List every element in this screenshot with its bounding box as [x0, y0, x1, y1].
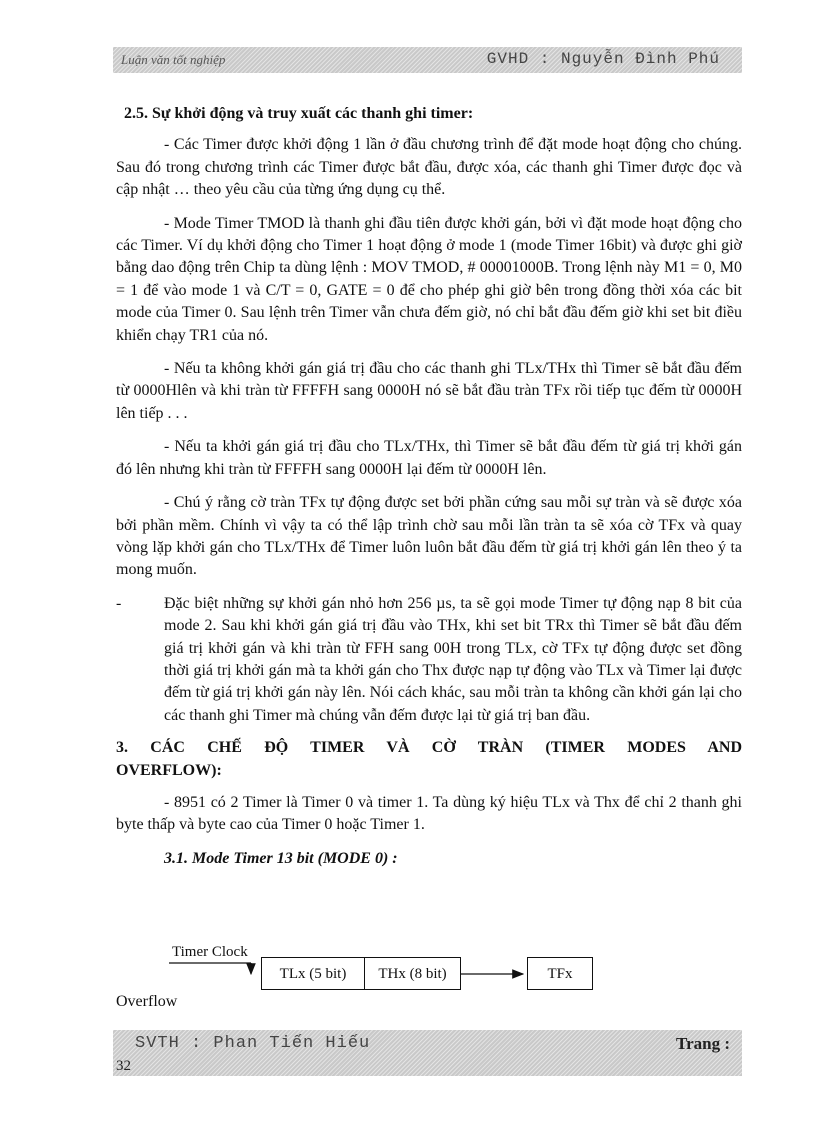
header-advisor: GVHD : Nguyễn Đình Phú	[486, 50, 720, 68]
page-footer	[113, 1030, 742, 1076]
tlx-register: TLx (5 bit)	[261, 957, 365, 990]
thx-register: THx (8 bit)	[364, 957, 461, 990]
paragraph: - 8951 có 2 Timer là Timer 0 và timer 1. Ta dùng ký hiệu TLx và Thx để chỉ 2 thanh ghi byte thấp và byte cao của Timer 0 hoặc Timer 1.	[116, 793, 742, 834]
paragraph: - Chú ý rằng cờ tràn TFx tự động được set bởi phần cứng sau mỗi sự tràn và sẽ được xóa bởi phần mềm. Chính vì vậy ta có thể lập trình chờ sau mỗi lần tràn ta sẽ xóa cờ TFx và quay vòng lặp khởi gán cho TLx/THx để Timer luôn luôn bắt đầu đếm từ giá trị khởi gán lên theo ý ta mong muốn.	[116, 494, 742, 579]
bullet-paragraph	[116, 593, 742, 727]
bullet-mark: -	[116, 594, 122, 612]
section-heading-3: 3. CÁC CHẾ ĐỘ TIMER VÀ CỜ TRÀN (TIMER MODES AND OVERFLOW):	[116, 739, 742, 779]
header-thesis-label: Luận văn tốt nghiệp	[121, 52, 226, 67]
footer-page-label: Trang :	[676, 1034, 730, 1053]
subheading-3-1: 3.1. Mode Timer 13 bit (MODE 0) :	[164, 849, 398, 867]
overflow-label: Overflow	[116, 993, 178, 1010]
footer-student: SVTH : Phan Tiến Hiếu	[135, 1034, 371, 1053]
paragraph: - Mode Timer TMOD là thanh ghi đầu tiên được khởi gán, bởi vì đặt mode hoạt động cho các Timer. Ví dụ khởi động cho Timer 1 hoạt động ở mode 1 (mode Timer 16bit) và được ghi giờ bằng dao động trên Chip ta dùng lệnh : MOV TMOD, # 00001000B. Trong lệnh này M1 = 0, M0 = 1 để vào mode 1 và C/T = 0, GATE = 0 để cho phép ghi giờ bên trong đồng thời xóa các bit mode của Timer 0. Sau lệnh trên Timer vẫn chưa đếm giờ, nó chỉ bắt đầu đếm giờ khi set bit điều khiển chạy TR1 của nó.	[116, 214, 742, 344]
bullet-text: Đặc biệt những sự khởi gán nhỏ hơn 256 µs, ta sẽ gọi mode Timer tự động nạp 8 bit của mode 2. Sau khi khởi gán giá trị đầu vào THx, khi set bit TRx thì Timer sẽ bắt đầu đếm giá trị khởi gán và khi tràn từ FFH sang 00H trong TLx, cờ TFx tự động được set đồng thời giá trị khởi gán mà ta khởi gán cho Thx được nạp tự động vào TLx và Timer lại được đếm từ giá trị khởi gán này lên. Nói cách khác, sau mỗi tràn ta không cần khởi gán lại cho các thanh ghi Timer mà chúng vẫn đếm được lại từ giá trị ban đầu.	[164, 594, 742, 724]
page-body	[116, 103, 742, 870]
paragraph: - Các Timer được khởi động 1 lần ở đầu chương trình để đặt mode hoạt động cho chúng. Sau đó trong chương trình các Timer được bắt đầu, được xóa, các thanh ghi Timer được đọc và cập nhật … theo yêu cầu của từng ứng dụng cụ thể.	[116, 136, 742, 199]
paragraph: - Nếu ta khởi gán giá trị đầu cho TLx/THx, thì Timer sẽ bắt đầu đếm từ giá trị khởi gán đó lên nhưng khi tràn từ FFFFH sang 0000H lại đếm từ 0000H lên.	[116, 438, 742, 478]
tfx-flag: TFx	[527, 957, 593, 990]
page-number: 32	[116, 1058, 131, 1074]
section-heading-2-5: 2.5. Sự khởi động và truy xuất các thanh ghi timer:	[124, 105, 474, 122]
paragraph: - Nếu ta không khởi gán giá trị đầu cho các thanh ghi TLx/THx thì Timer sẽ bắt đầu đếm từ 0000Hlên và khi tràn từ FFFFH sang 0000H nó sẽ bắt đầu tràn TFx rồi tiếp tục đếm từ 0000H lên tiếp . . .	[116, 360, 742, 422]
page-header	[113, 47, 742, 73]
timer-mode0-diagram	[113, 938, 753, 1018]
timer-clock-label: Timer Clock	[172, 944, 248, 960]
